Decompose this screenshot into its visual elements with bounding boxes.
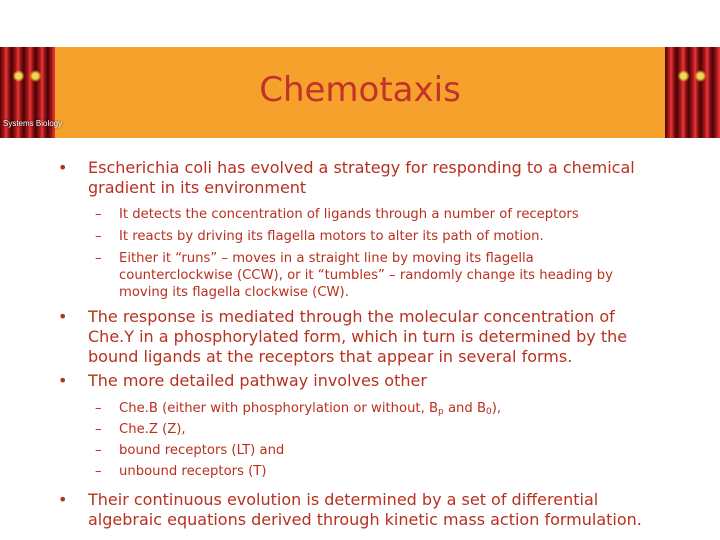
sub-bullet [0,463,649,480]
bullet-1-text: Escherichia coli has evolved a strategy for responding to a chemical gradient in its environment [88,158,635,197]
sub-bullet-text: bound receptors (LT) and [119,443,285,458]
slide-body [0,158,720,530]
bullet-3 [0,371,648,391]
bullet-2 [0,307,648,367]
sub-bullet-text: It reacts by driving its flagella motors to alter its path of motion. [119,229,544,244]
sub-bullet-text: Che.Z (Z), [119,422,186,437]
dash-marker: – [95,229,102,244]
dash-marker: – [95,422,102,437]
sub-bullet-text: Che.B (either with phosphorylation or without, $B_p$ and $B_0$), [119,401,502,417]
bullet-2-text: The response is mediated through the molecular concentration of Che.Y in a phosphorylated form, which in turn is determined by the bound ligands at the receptors that appear in several forms. [88,307,628,366]
bullet-4-text: Their continuous evolution is determined by a set of differential algebraic equations derived through kinetic mass action formulation. [88,490,642,529]
dash-marker: – [95,251,102,266]
sub-bullet [0,421,649,438]
bullet-marker: • [58,490,68,509]
dash-marker: – [95,207,102,222]
dash-marker: – [95,464,102,479]
sub-bullet-text: Either it “runs” – moves in a straight line by moving its flagella counterclockwise (CCW), or it “tumbles” – randomly change its heading by moving its flagella clockwise (CW). [119,251,613,300]
sub-bullet [0,442,649,459]
bullet-3-text: The more detailed pathway involves other [88,371,427,390]
sub-bullet-text: It detects the concentration of ligands through a number of receptors [119,207,579,222]
sub-bullet [0,400,649,417]
sub-bullet [0,206,649,223]
bullet-marker: • [58,371,68,390]
bullet-4 [0,490,648,530]
dash-marker: – [95,401,102,416]
sub-bullet-text: unbound receptors (T) [119,464,267,479]
bullet-1 [0,158,648,198]
bullet-marker: • [58,307,68,326]
bullet-marker: • [58,158,68,177]
subscript-p: p [438,407,444,417]
sub-bullet [0,250,649,301]
subscript-0: 0 [486,407,492,417]
systems-biology-badge: Systems Biology [3,119,63,128]
sub-bullet [0,228,649,245]
slide-title: Chemotaxis [259,70,461,110]
dash-marker: – [95,443,102,458]
